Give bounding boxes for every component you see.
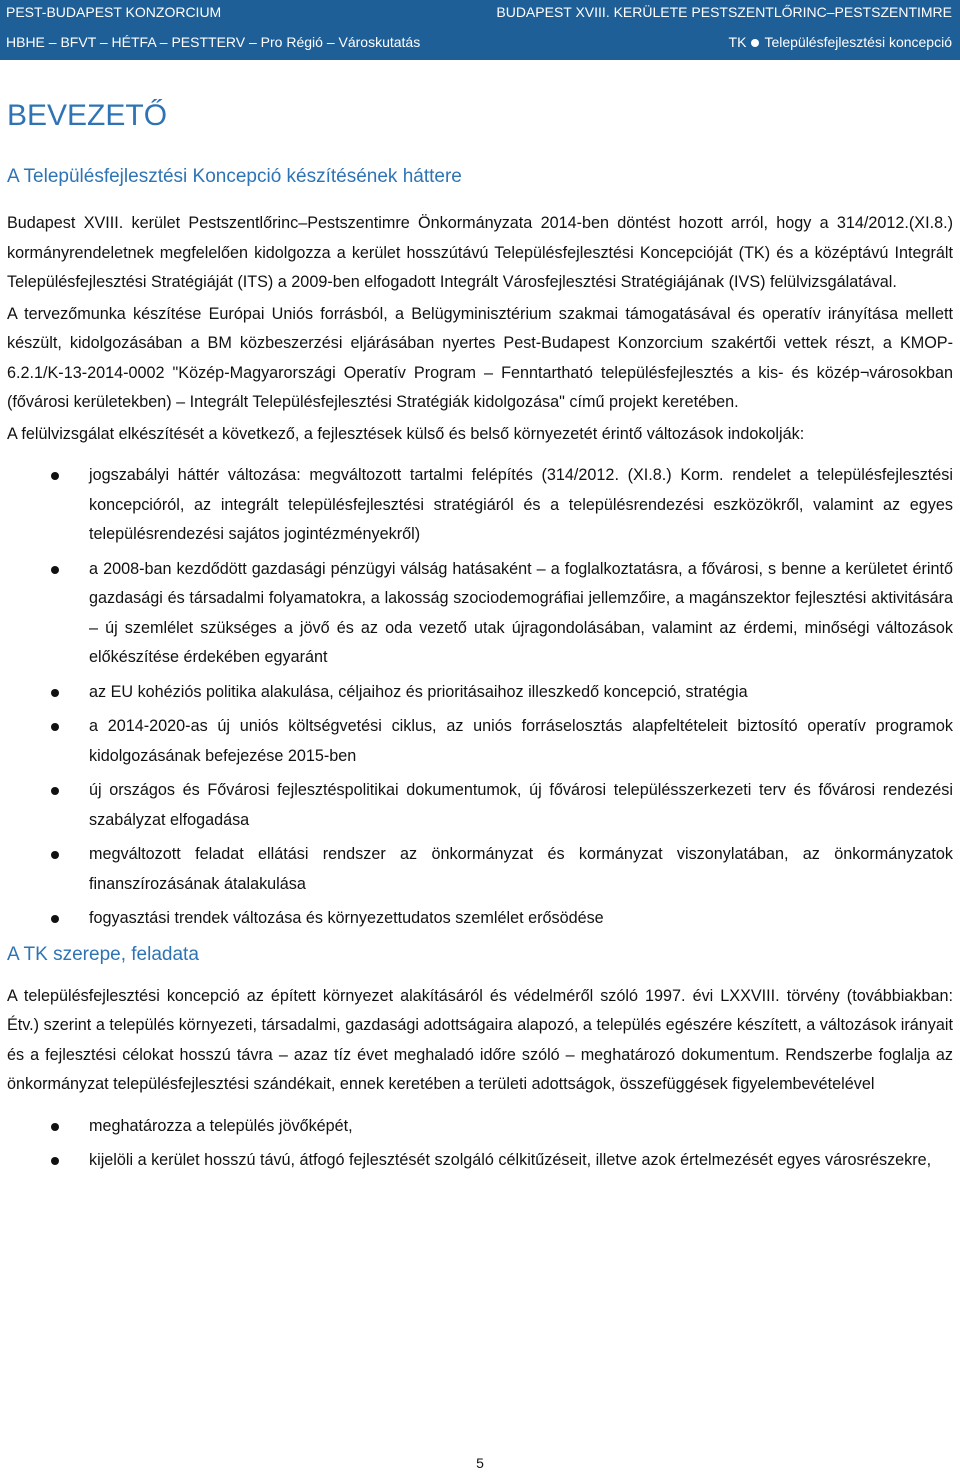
paragraph: A felülvizsgálat elkészítését a következő, a fejlesztések külső és belső környezetét érintő változások indokolják: bbox=[7, 424, 805, 443]
bullet-icon bbox=[51, 1157, 59, 1165]
list-item bbox=[7, 678, 953, 708]
header-doc-abbreviation: TK bbox=[728, 34, 747, 50]
list-item bbox=[7, 712, 953, 771]
page-number: 5 bbox=[476, 1455, 484, 1471]
bullet-list bbox=[7, 461, 953, 934]
bullet-icon bbox=[51, 689, 59, 697]
document-body bbox=[7, 96, 953, 1181]
list-item bbox=[7, 840, 953, 899]
paragraph: Budapest XVIII. kerület Pestszentlőrinc–Pestszentimre Önkormányzata 2014-ben döntést hozott arról, hogy a 314/2012.(XI.8.) kormányrendeletnek megfelelően kidolgozza a kerület hosszútávú Településfejlesztési Koncepcióját (TK) és a középtávú Integrált Településfejlesztési Stratégiáját (ITS) a 2009-ben elfogadott Integrált Városfejlesztési Stratégiájának (IVS) felülvizsgálatával. bbox=[7, 214, 953, 291]
list-item bbox=[7, 776, 953, 835]
bullet-list bbox=[7, 1112, 953, 1176]
list-item-text: kijelöli a kerület hosszú távú, átfogó fejlesztését szolgáló célkitűzéseit, illetve azok értelmezését egyes városrészekre, bbox=[89, 1151, 932, 1169]
header-consortium-members: HBHE – BFVT – HÉTFA – PESTTERV – Pro Régió – Városkutatás bbox=[6, 34, 421, 50]
bullet-icon bbox=[51, 851, 59, 859]
list-item-text: a 2008-ban kezdődött gazdasági pénzügyi válság hatásaként – a foglalkoztatásra, a fővárosi, s benne a kerületet érintő gazdasági és társadalmi folyamatokra, a lakosság szociodemográfiai jellemzőire, a magánszektor fejlesztési aktivitására – új szemlélet szükséges a jövő és az oda vezető utak újragondolásában, valamint az érdemi, minőségi változások előkészítése érdekében egyaránt bbox=[89, 559, 953, 666]
list-item-text: jogszabályi háttér változása: megváltozott tartalmi felépítés (314/2012. (XI.8.) Korm. rendelet a településfejlesztési koncepcióról, az integrált településfejlesztési stratégiáról és a településrendezési eszközökről, valamint az egyes településrendezési sajátos jogintézményekről) bbox=[89, 466, 953, 543]
chapter-title: BEVEZETŐ bbox=[7, 99, 168, 132]
list-item bbox=[7, 1112, 953, 1142]
header-doc-name: Településfejlesztési koncepció bbox=[764, 34, 952, 50]
list-item-text: új országos és Fővárosi fejlesztéspolitikai dokumentumok, új fővárosi településszerkezeti terv és fővárosi rendezési szabályzat elfogadása bbox=[89, 781, 953, 829]
header-district: BUDAPEST XVIII. KERÜLETE PESTSZENTLŐRINC–PESTSZENTIMRE bbox=[496, 4, 952, 20]
list-item-text: a 2014-2020-as új uniós költségvetési ciklus, az uniós forráselosztás alapfeltételeit biztosító operatív programok kidolgozásának befejezése 2015-ben bbox=[89, 717, 953, 765]
bullet-icon bbox=[51, 915, 59, 923]
header-organization: PEST-BUDAPEST KONZORCIUM bbox=[6, 4, 222, 20]
bullet-icon bbox=[51, 566, 59, 574]
list-item-text: fogyasztási trendek változása és környezettudatos szemlélet erősödése bbox=[89, 909, 604, 927]
paragraph: A tervezőmunka készítése Európai Uniós forrásból, a Belügyminisztérium szakmai támogatásával és operatív irányítása mellett készült, kidolgozásában a BM közbeszerzési eljárásában nyertes Pest-Budapest Konzorcium szakértői vettek részt, a KMOP-6.2.1/K-13-2014-0002 "Közép-Magyarországi Operatív Program – Fenntartható településfejlesztés a kis- és közép¬városokban (fővárosi kerületekben) – Integrált Településfejlesztési Stratégiák kidolgozása" című projekt keretében. bbox=[7, 304, 953, 411]
page-header bbox=[0, 0, 960, 60]
header-top-row bbox=[6, 4, 952, 20]
bullet-dot-icon bbox=[751, 39, 759, 47]
list-item bbox=[7, 904, 953, 934]
list-item-text: meghatározza a település jövőképét, bbox=[89, 1116, 353, 1135]
list-item bbox=[7, 1146, 953, 1176]
bullet-icon bbox=[51, 787, 59, 795]
header-document-title bbox=[729, 34, 952, 50]
bullet-icon bbox=[51, 723, 59, 731]
list-item bbox=[7, 461, 953, 550]
list-item-text: az EU kohéziós politika alakulása, céljaihoz és prioritásaihoz illeszkedő koncepció, stratégia bbox=[89, 682, 748, 701]
section-heading-tk-role: A TK szerepe, feladata bbox=[7, 943, 199, 965]
section-heading-background: A Településfejlesztési Koncepció készítésének háttere bbox=[7, 166, 462, 187]
paragraph: A településfejlesztési koncepció az épített környezet alakításáról és védelméről szóló 1997. évi LXXVIII. törvény (továbbiakban: Étv.) szerint a település környezeti, társadalmi, gazdasági adottságaira alapozó, a település egészére készített, a változások irányait és a fejlesztési célokat hosszú távra – azaz tíz évet meghaladó időre szóló – meghatározó dokumentum. Rendszerbe foglalja az önkormányzat településfejlesztési szándékait, ennek keretében a területi adottságok, összefüggések figyelembevételével bbox=[7, 986, 953, 1093]
list-item-text: megváltozott feladat ellátási rendszer az önkormányzat és kormányzat viszonylatában, az önkormányzatok finanszírozásának átalakulása bbox=[89, 845, 953, 893]
bullet-icon bbox=[51, 1123, 59, 1131]
bullet-icon bbox=[51, 472, 59, 480]
header-bottom-row bbox=[6, 34, 952, 50]
list-item bbox=[7, 555, 953, 673]
